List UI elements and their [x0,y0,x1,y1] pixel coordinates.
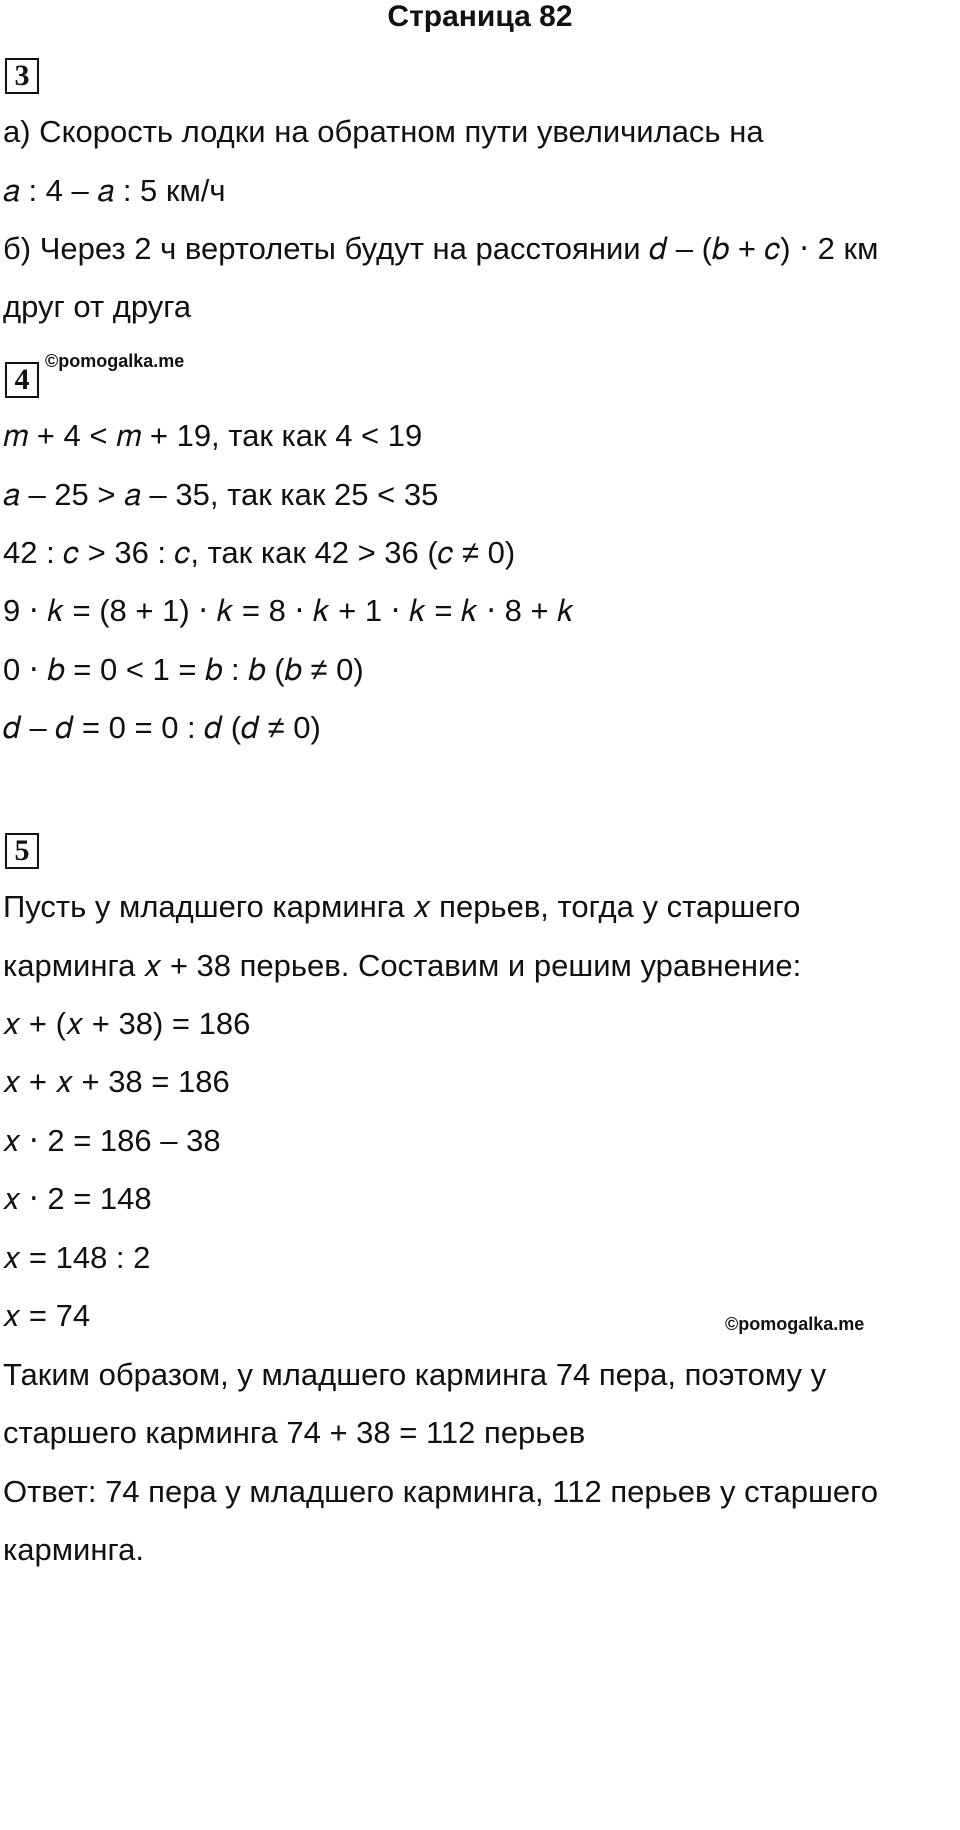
task5-line-6: 𝑥 ⋅ 2 = 148 [3,1181,152,1216]
task3-line-2: 𝑎 : 4 – 𝑎 : 5 км/ч [3,173,226,208]
task3-line-1: а) Скорость лодки на обратном пути увеличилась на [3,114,764,149]
task5-line-12: карминга. [3,1532,144,1567]
task-number-4: 4 [5,362,39,398]
watermark-top: ©pomogalka.me [45,351,185,371]
task5-line-3: 𝑥 + (𝑥 + 38) = 186 [3,1006,251,1041]
task5-line-9: Таким образом, у младшего карминга 74 пера, поэтому у [3,1357,827,1392]
task5-line-1: Пусть у младшего карминга 𝑥 перьев, тогда у старшего [3,889,801,924]
task5-line-2: карминга 𝑥 + 38 перьев. Составим и решим уравнение: [3,948,802,983]
task4-line-5: 0 ⋅ 𝑏 = 0 < 1 = 𝑏 : 𝑏 (𝑏 ≠ 0) [3,652,364,687]
task5-line-4: 𝑥 + 𝑥 + 38 = 186 [3,1064,230,1099]
task4-line-3: 42 : 𝑐 > 36 : 𝑐, так как 42 > 36 (𝑐 ≠ 0) [3,535,516,570]
watermark-bottom: ©pomogalka.me [725,1314,865,1334]
page-title: Страница 82 [387,0,573,33]
task4-line-4: 9 ⋅ 𝑘 = (8 + 1) ⋅ 𝑘 = 8 ⋅ 𝑘 + 1 ⋅ 𝑘 = 𝑘 ⋅ 8 + 𝑘 [3,593,574,628]
task3-line-3: б) Через 2 ч вертолеты будут на расстоянии 𝑑 – (𝑏 + 𝑐) ⋅ 2 км [3,231,879,266]
task5-line-7: 𝑥 = 148 : 2 [3,1240,151,1275]
task4-line-1: 𝑚 + 4 < 𝑚 + 19, так как 4 < 19 [3,418,423,453]
task-number-5: 5 [5,833,39,869]
task5-line-11: Ответ: 74 пера у младшего карминга, 112 перьев у старшего [3,1474,878,1509]
task4-line-6: 𝑑 – 𝑑 = 0 = 0 : 𝑑 (𝑑 ≠ 0) [3,710,321,745]
task5-line-8: 𝑥 = 74 [3,1298,91,1333]
task-number-3: 3 [5,58,39,94]
task3-line-4: друг от друга [3,289,192,324]
task4-line-2: 𝑎 – 25 > 𝑎 – 35, так как 25 < 35 [3,477,439,512]
task5-line-10: старшего карминга 74 + 38 = 112 перьев [3,1415,586,1450]
task5-line-5: 𝑥 ⋅ 2 = 186 – 38 [3,1123,221,1158]
